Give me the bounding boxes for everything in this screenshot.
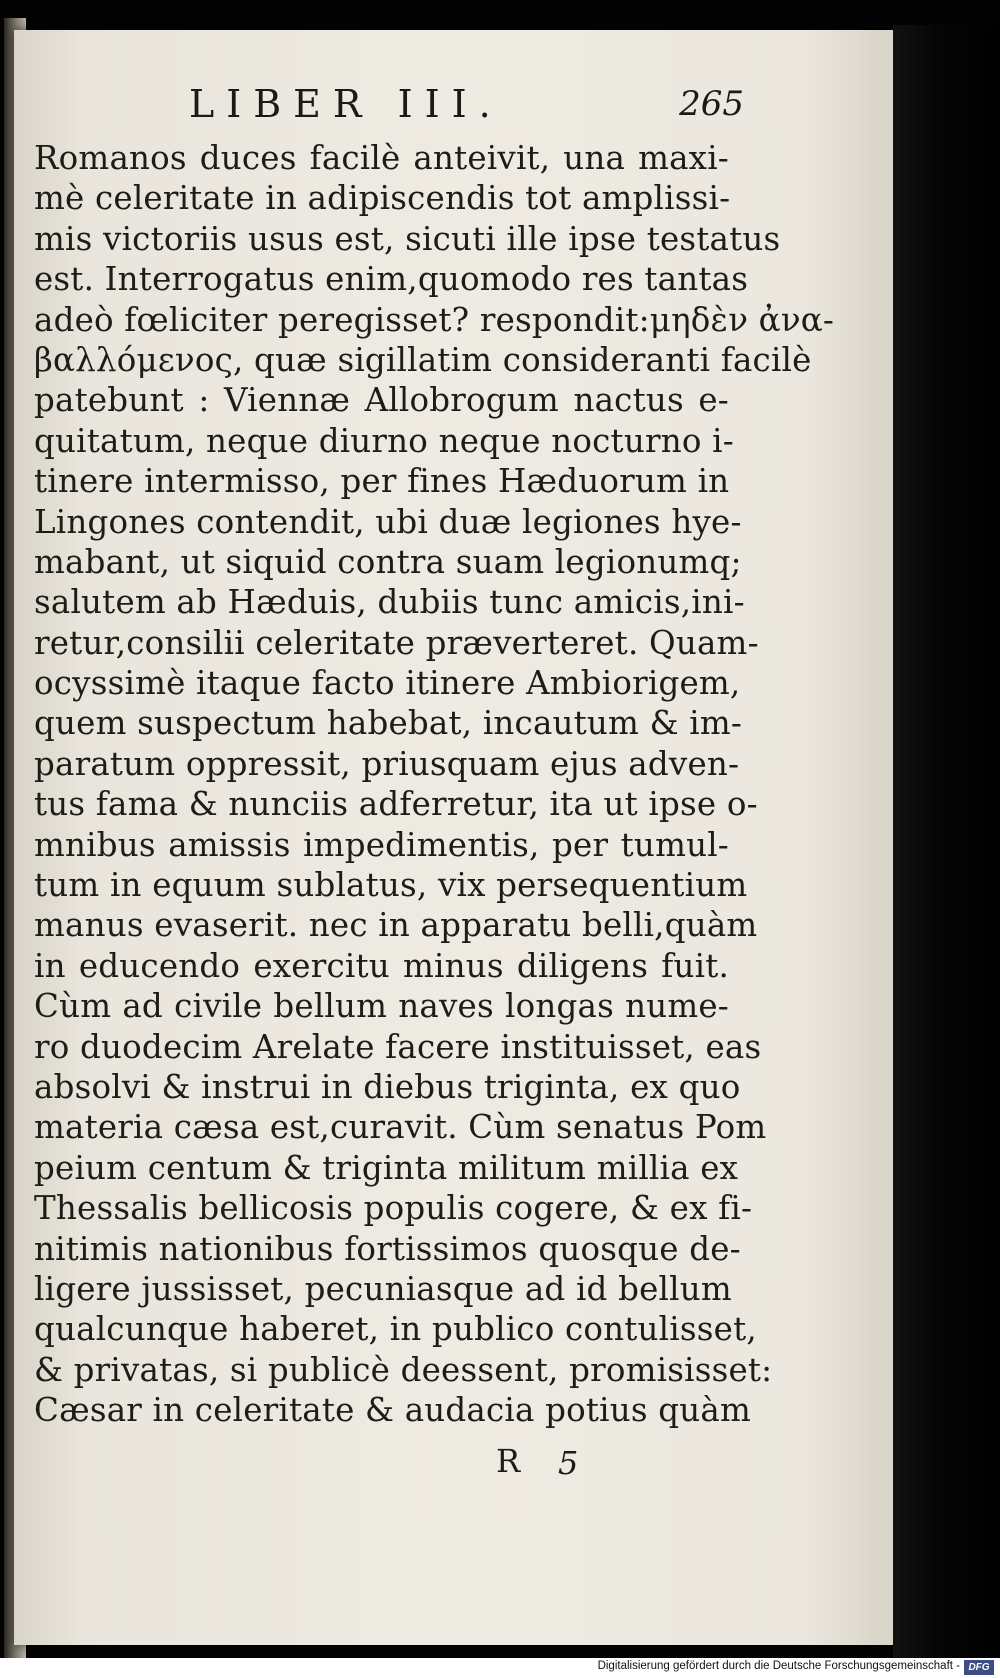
- text-line: Cæsar in celeritate & audacia potius quàm: [34, 1391, 751, 1430]
- running-title: LIBER III.: [189, 82, 503, 126]
- text-line: mabant, ut siquid contra suam legionumq;: [34, 542, 742, 581]
- text-line: Lingones contendit, ubi duæ legiones hye-: [34, 502, 742, 541]
- text-line: tinere intermisso, per fines Hæduorum in: [34, 462, 730, 501]
- text-line: mnibus amissis impedimentis, per tumul-: [34, 825, 729, 864]
- funding-credit: Digitalisierung gefördert durch die Deutsche Forschungsgemeinschaft -: [597, 1660, 960, 1672]
- catchwords: [496, 1442, 596, 1486]
- text-line: salutem ab Hæduis, dubiis tunc amicis,ini-: [34, 583, 745, 622]
- text-line: ligere jussisset, pecuniasque ad id bellum: [34, 1269, 732, 1308]
- body-text: [34, 138, 835, 1431]
- text-line: ocyssimè itaque facto itinere Ambiorigem,: [34, 664, 741, 703]
- page-header: [164, 80, 744, 130]
- text-line: ro duodecim Arelate facere instituisset, eas: [34, 1027, 762, 1066]
- text-line: & privatas, si publicè deessent, promisisset:: [34, 1350, 773, 1389]
- text-line: qualcunque haberet, in publico contulisset,: [34, 1310, 757, 1349]
- text-line: retur,consilii celeritate præverteret. Quam-: [34, 623, 759, 662]
- footer-bar: [0, 1658, 1000, 1678]
- text-line: patebunt : Viennæ Allobrogum nactus e-: [34, 381, 729, 420]
- text-line: Cùm ad civile bellum naves longas nume-: [34, 987, 729, 1026]
- adjacent-page-edge: [893, 25, 1000, 1658]
- text-line: in educendo exercitu minus diligens fuit.: [34, 946, 729, 985]
- signature-mark: R: [496, 1442, 521, 1480]
- text-line: quem suspectum habebat, incautum & im-: [34, 704, 743, 743]
- text-line: Thessalis bellicosis populis cogere, & ex fi-: [34, 1189, 753, 1228]
- text-line: Romanos duces facilè anteivit, una maxi-: [34, 139, 729, 177]
- catchword: 5: [558, 1444, 579, 1482]
- dfg-logo: DFG: [964, 1660, 994, 1675]
- text-line: paratum oppressit, priusquam ejus adven-: [34, 744, 740, 783]
- text-line: adeò fœliciter peregisset? respondit:μηδὲν ἀνα-: [34, 300, 835, 339]
- text-line: peium centum & triginta militum millia ex: [34, 1148, 739, 1187]
- text-line: nitimis nationibus fortissimos quosque de-: [34, 1229, 741, 1268]
- page-number: 265: [679, 84, 744, 124]
- text-line: βαλλόμενος, quæ sigillatim consideranti facilè: [34, 340, 812, 379]
- text-line: mis victoriis usus est, sicuti ille ipse testatus: [34, 219, 781, 258]
- text-line: est. Interrogatus enim,quomodo res tantas: [34, 260, 749, 299]
- book-page: [14, 30, 894, 1645]
- text-line: absolvi & instrui in diebus triginta, ex quo: [34, 1067, 741, 1106]
- text-line: mè celeritate in adipiscendis tot amplissi-: [34, 179, 731, 218]
- text-line: tum in equum sublatus, vix persequentium: [34, 866, 748, 905]
- text-line: materia cæsa est,curavit. Cùm senatus Pom: [34, 1108, 767, 1147]
- text-line: manus evaserit. nec in apparatu belli,quàm: [34, 906, 758, 945]
- text-line: quitatum, neque diurno neque nocturno i-: [34, 421, 734, 460]
- text-line: tus fama & nunciis adferretur, ita ut ipse o-: [34, 785, 758, 824]
